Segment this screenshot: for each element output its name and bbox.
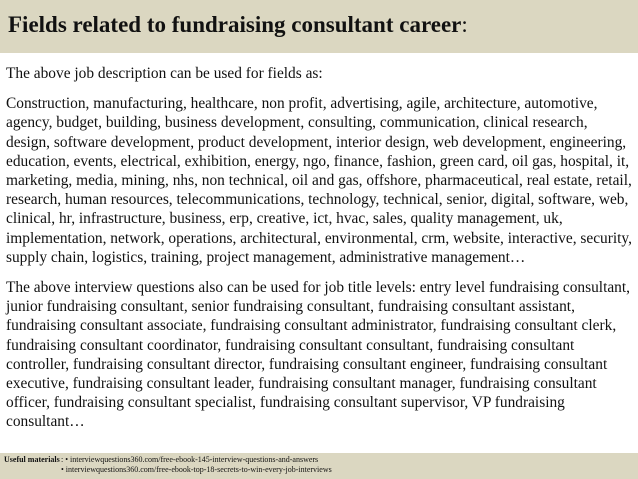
footer-link-ebook-secrets[interactable]: • interviewquestions360.com/free-ebook-top-18-secrets-to-win-every-job-interviews <box>61 465 332 474</box>
body-content <box>6 64 632 441</box>
footer-bar <box>0 453 638 479</box>
title-banner <box>0 0 638 53</box>
levels-paragraph: The above interview questions also can be used for job title levels: entry level fundraising consultant, junior fundraising consultant, senior fundraising consultant, fundraising consultant assistant, fundraising consultant associate, fundraising consultant administrator, fundraising consultant clerk, fundraising consultant coordinator, fundraising consultant consultant, fundraising consultant controller, fundraising consultant director, fundraising consultant engineer, fundraising consultant executive, fundraising consultant leader, fundraising consultant manager, fundraising consultant officer, fundraising consultant specialist, fundraising consultant supervisor, VP fundraising consultant… <box>6 279 631 431</box>
footer-link-ebook-145[interactable]: : • interviewquestions360.com/free-ebook-145-interview-questions-and-answers <box>61 455 319 464</box>
page-title <box>8 11 468 39</box>
intro-paragraph: The above job description can be used for fields as: <box>6 65 323 82</box>
page-title-text: Fields related to fundraising consultant career <box>8 12 462 37</box>
page-title-colon: : <box>461 12 468 37</box>
footer-label: Useful materials <box>4 455 60 464</box>
fields-paragraph: Construction, manufacturing, healthcare, non profit, advertising, agile, architecture, automotive, agency, budget, building, business development, consulting, communication, clinical research, design, software development, product development, interior design, web development, engineering, education, events, electrical, exhibition, energy, ngo, finance, fashion, green card, oil gas, hospital, it, marketing, media, mining, nhs, non technical, oil and gas, offshore, pharmaceutical, real estate, retail, research, human resources, telecommunications, technology, technical, senior, digital, software, web, clinical, hr, infrastructure, business, erp, creative, ict, hvac, sales, quality management, uk, implementation, network, operations, architectural, environmental, crm, website, interactive, security, supply chain, logistics, training, project management, administrative management… <box>6 95 632 266</box>
